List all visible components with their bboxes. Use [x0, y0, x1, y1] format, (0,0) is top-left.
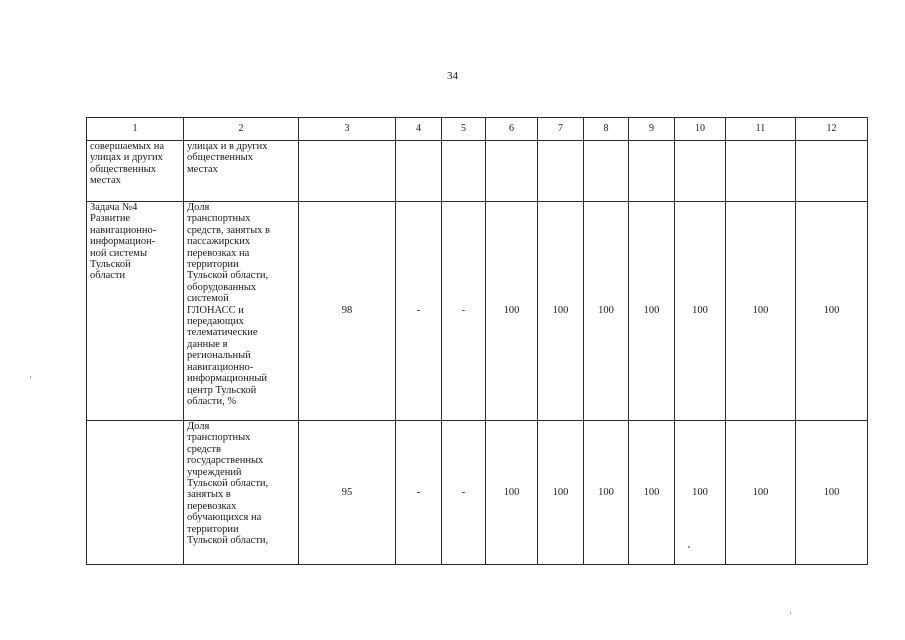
value-cell: - — [442, 202, 486, 421]
value-cell: 100 — [675, 421, 726, 565]
header-cell: 7 — [538, 118, 584, 141]
header-cell: 8 — [584, 118, 629, 141]
table-row — [87, 202, 868, 421]
value-cell: 100 — [726, 421, 796, 565]
indicator-cell — [184, 141, 299, 202]
value-cell: 100 — [629, 421, 675, 565]
indicator-text: Доля транспортных средств, занятых в пассажирских перевозках на территории Тульской области, оборудованных системой ГЛОНАСС и передающих телематические данные в региональный навигационно- информационный центр Тульской области, % — [187, 202, 270, 407]
value-cell — [629, 141, 675, 202]
table-header-row — [87, 118, 868, 141]
task-cell — [87, 141, 184, 202]
header-cell: 11 — [726, 118, 796, 141]
header-cell: 12 — [796, 118, 868, 141]
header-cell: 6 — [486, 118, 538, 141]
scan-speck — [790, 612, 791, 614]
value-cell: - — [396, 202, 442, 421]
indicator-text: Доля транспортных средств государственных учреждений Тульской области, занятых в перевозках обучающихся на территории Тульской области, — [187, 421, 269, 547]
value-cell — [538, 141, 584, 202]
indicator-text: улицах и в других общественных местах — [187, 141, 268, 175]
task-text: совершаемых на улицах и других общественных местах — [90, 141, 164, 187]
header-cell: 5 — [442, 118, 486, 141]
value-cell — [726, 141, 796, 202]
value-cell: 98 — [299, 202, 396, 421]
task-cell — [87, 202, 184, 421]
value-cell: - — [442, 421, 486, 565]
value-cell: 100 — [486, 202, 538, 421]
header-cell: 3 — [299, 118, 396, 141]
value-cell: 100 — [486, 421, 538, 565]
page-number: 34 — [447, 70, 458, 82]
header-cell: 10 — [675, 118, 726, 141]
table-row — [87, 141, 868, 202]
value-cell: 100 — [726, 202, 796, 421]
scan-speck — [688, 546, 690, 548]
value-cell: 100 — [629, 202, 675, 421]
value-cell: 100 — [675, 202, 726, 421]
header-cell: 9 — [629, 118, 675, 141]
value-cell — [486, 141, 538, 202]
header-cell: 2 — [184, 118, 299, 141]
indicator-cell — [184, 421, 299, 565]
value-cell: - — [396, 421, 442, 565]
value-cell: 100 — [538, 202, 584, 421]
indicator-cell — [184, 202, 299, 421]
value-cell: 100 — [796, 202, 868, 421]
value-cell — [442, 141, 486, 202]
value-cell — [584, 141, 629, 202]
header-cell: 4 — [396, 118, 442, 141]
header-cell: 1 — [87, 118, 184, 141]
table-row — [87, 421, 868, 565]
value-cell — [396, 141, 442, 202]
value-cell — [675, 141, 726, 202]
value-cell: 95 — [299, 421, 396, 565]
task-text: Задача №4 Развитие навигационно- информацион- ной системы Тульской области — [90, 202, 157, 282]
scan-speck — [30, 376, 31, 378]
value-cell: 100 — [538, 421, 584, 565]
value-cell: 100 — [584, 421, 629, 565]
indicators-table — [86, 117, 868, 565]
task-cell — [87, 421, 184, 565]
value-cell — [796, 141, 868, 202]
value-cell: 100 — [796, 421, 868, 565]
value-cell: 100 — [584, 202, 629, 421]
value-cell — [299, 141, 396, 202]
